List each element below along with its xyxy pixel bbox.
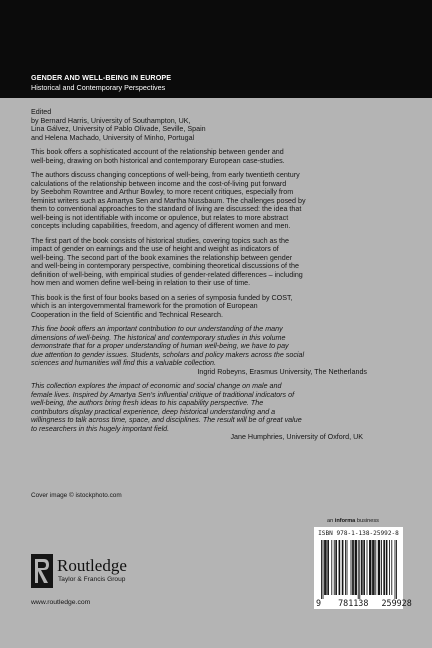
review-quote bbox=[31, 325, 403, 376]
barcode-bar bbox=[339, 540, 340, 595]
barcode-bar bbox=[351, 540, 352, 595]
publisher-website: www.routledge.com bbox=[31, 599, 91, 606]
text-line: The authors discuss changing conceptions of well-being, from early twentieth century bbox=[31, 171, 300, 179]
text-line: how men and women define well-being in relation to their use of time. bbox=[31, 279, 251, 287]
ean-left-group: 781138 bbox=[338, 598, 369, 608]
text-line: them to conventional approaches to the standard of living are discussed: the idea that bbox=[31, 205, 302, 213]
routledge-logo bbox=[31, 554, 161, 590]
editors-line: and Helena Machado, University of Minho, Portugal bbox=[31, 133, 195, 142]
editors-line: Lina Gálvez, University of Pablo Olivade, Seville, Spain bbox=[31, 125, 206, 133]
ean-digits bbox=[316, 598, 412, 608]
barcode-bar bbox=[355, 540, 356, 595]
barcode-bar bbox=[371, 540, 372, 595]
barcode-bar bbox=[362, 540, 363, 595]
description-paragraph bbox=[31, 237, 403, 288]
text-line: feminist writers such as Amartya Sen and Martha Nussbaum. The challenges posed by bbox=[31, 196, 306, 205]
description-paragraph bbox=[31, 148, 403, 165]
barcode-bar bbox=[326, 540, 327, 595]
barcode-bar bbox=[389, 540, 390, 595]
editors-line: Edited bbox=[31, 108, 52, 116]
series-subtitle: Historical and Contemporary Perspectives bbox=[31, 83, 166, 92]
barcode-bar bbox=[345, 540, 346, 595]
barcode-bar bbox=[328, 540, 329, 595]
barcode-bar bbox=[323, 540, 324, 599]
barcode-bar bbox=[347, 540, 348, 595]
barcode-bar bbox=[352, 540, 353, 595]
barcode-bar bbox=[373, 540, 374, 595]
barcode-bar bbox=[378, 540, 379, 595]
routledge-r-icon bbox=[31, 554, 53, 588]
barcode-bar bbox=[353, 540, 354, 595]
barcode-bar bbox=[374, 540, 375, 595]
barcode-bar bbox=[370, 540, 371, 595]
barcode-bar bbox=[372, 540, 373, 595]
text-line: concepts including capabilities, freedom, and agency of different women and men. bbox=[31, 222, 291, 230]
barcode-bar bbox=[335, 540, 336, 595]
quote-line: demonstrate that for a proper understanding of human well-being, we have to pay bbox=[31, 342, 289, 350]
barcode-bar bbox=[369, 540, 370, 595]
barcode-bar bbox=[363, 540, 364, 595]
quote-line: to researchers in this hugely important field. bbox=[31, 424, 170, 433]
publisher-name: Routledge bbox=[57, 556, 127, 575]
back-cover-text bbox=[31, 108, 403, 448]
quote-line: well-being, the authors bring fresh ideas to his capability perspective. The bbox=[31, 399, 264, 407]
barcode-bar bbox=[358, 540, 359, 599]
isbn-text: ISBN 978-1-138-25992-8 bbox=[318, 530, 399, 537]
barcode-bar bbox=[396, 540, 397, 599]
barcode-bar bbox=[379, 540, 380, 595]
editors-block bbox=[31, 108, 403, 142]
quote-line: contributors display practical experience, deep historical understanding and a bbox=[31, 407, 276, 416]
text-line: well-being, drawing on both historical and contemporary European case-studies. bbox=[31, 156, 285, 165]
barcode-bars bbox=[314, 527, 403, 609]
barcode-bar bbox=[325, 540, 326, 595]
quote-attribution: Jane Humphries, University of Oxford, UK bbox=[230, 433, 363, 441]
editors-line: by Bernard Harris, University of Southampton, UK, bbox=[31, 116, 191, 125]
cover-header-band bbox=[0, 0, 432, 98]
text-line: by Seebohm Rowntree and Arthur Bowley, to more recent critiques, especially from bbox=[31, 188, 294, 196]
text-line: well-being. The second part of the book examines the relationship between gender bbox=[31, 253, 293, 262]
barcode-bar bbox=[355, 540, 356, 595]
text-line: well-being is not identifiable with income or opulence, but relates to more abstract bbox=[31, 213, 289, 222]
text-line: This book offers a sophisticated account of the relationship between gender and bbox=[31, 148, 284, 156]
barcode-bar bbox=[381, 540, 382, 595]
barcode-bar bbox=[379, 540, 380, 595]
tagline-brand: informa bbox=[334, 518, 356, 524]
barcode-bar bbox=[383, 540, 384, 595]
barcode-bar bbox=[324, 540, 325, 595]
barcode-bar bbox=[361, 540, 362, 595]
barcode-bar bbox=[375, 540, 376, 595]
quote-line: female lives. Inspired by Amartya Sen's influential critique of traditional indicators of bbox=[31, 390, 295, 399]
barcode-bar bbox=[343, 540, 344, 595]
description-paragraph bbox=[31, 171, 403, 231]
barcode-bar bbox=[395, 540, 396, 599]
barcode-bar bbox=[384, 540, 385, 595]
barcode-bar bbox=[387, 540, 388, 595]
text-line: and well-being in contemporary perspective, combining theoretical discussions of the bbox=[31, 262, 299, 270]
barcode-bar bbox=[356, 540, 357, 595]
review-quote bbox=[31, 382, 403, 442]
quote-line: This fine book offers an important contribution to our understanding of the many bbox=[31, 325, 283, 333]
informa-tagline bbox=[327, 518, 379, 524]
barcode-bar bbox=[336, 540, 337, 595]
quote-line: dimensions of well-being. The historical and contemporary studies in this volume bbox=[31, 333, 286, 342]
isbn-barcode bbox=[314, 527, 412, 609]
text-line: calculations of the relationship between income and the cost-of-living put forward bbox=[31, 179, 287, 188]
barcode-bar bbox=[321, 540, 322, 599]
text-line: impact of gender on earnings and the use of height and weight as indicators of bbox=[31, 245, 279, 253]
barcode-bar bbox=[359, 540, 360, 599]
tagline-suffix: business bbox=[355, 518, 379, 524]
text-line: The first part of the book consists of historical studies, covering topics such as the bbox=[31, 236, 289, 245]
barcode-bar bbox=[391, 540, 392, 595]
cover-image-credit: Cover image © istockphoto.com bbox=[31, 492, 122, 499]
barcode-bar bbox=[327, 540, 328, 595]
tagline-prefix: an bbox=[327, 518, 335, 524]
text-line: Cooperation in the field of Scientific and Technical Research. bbox=[31, 310, 223, 319]
barcode-bar bbox=[339, 540, 340, 595]
text-line: definition of well-being, with empirical studies of gender-related differences – including bbox=[31, 270, 303, 279]
barcode-bar bbox=[364, 540, 365, 595]
barcode-bar bbox=[367, 540, 368, 595]
quote-line: This collection explores the impact of economic and social change on male and bbox=[31, 382, 282, 390]
barcode-bar bbox=[386, 540, 387, 595]
text-line: This book is the first of four books based on a series of symposia funded by COST, bbox=[31, 293, 293, 302]
barcode-bar bbox=[342, 540, 343, 595]
quote-attribution: Ingrid Robeyns, Erasmus University, The Netherlands bbox=[197, 367, 367, 376]
series-title: GENDER AND WELL-BEING IN EUROPE bbox=[31, 73, 172, 82]
quote-line: sciences and humanities will find this a valuable collection. bbox=[31, 359, 216, 367]
ean-right-group: 259928 bbox=[381, 598, 412, 608]
ean-first-digit: 9 bbox=[316, 598, 322, 608]
publisher-group: Taylor & Francis Group bbox=[58, 576, 126, 583]
barcode-bar bbox=[331, 540, 332, 595]
description-paragraph bbox=[31, 294, 403, 320]
quote-line: due attention to gender issues. Students, scholars and policy makers across the social bbox=[31, 350, 305, 359]
text-line: which is an intergovernmental framework for the promotion of European bbox=[31, 302, 258, 310]
barcode-bar bbox=[334, 540, 335, 595]
quote-line: willingness to talk across time, space, and disciplines. The result will be of great value bbox=[31, 416, 302, 424]
